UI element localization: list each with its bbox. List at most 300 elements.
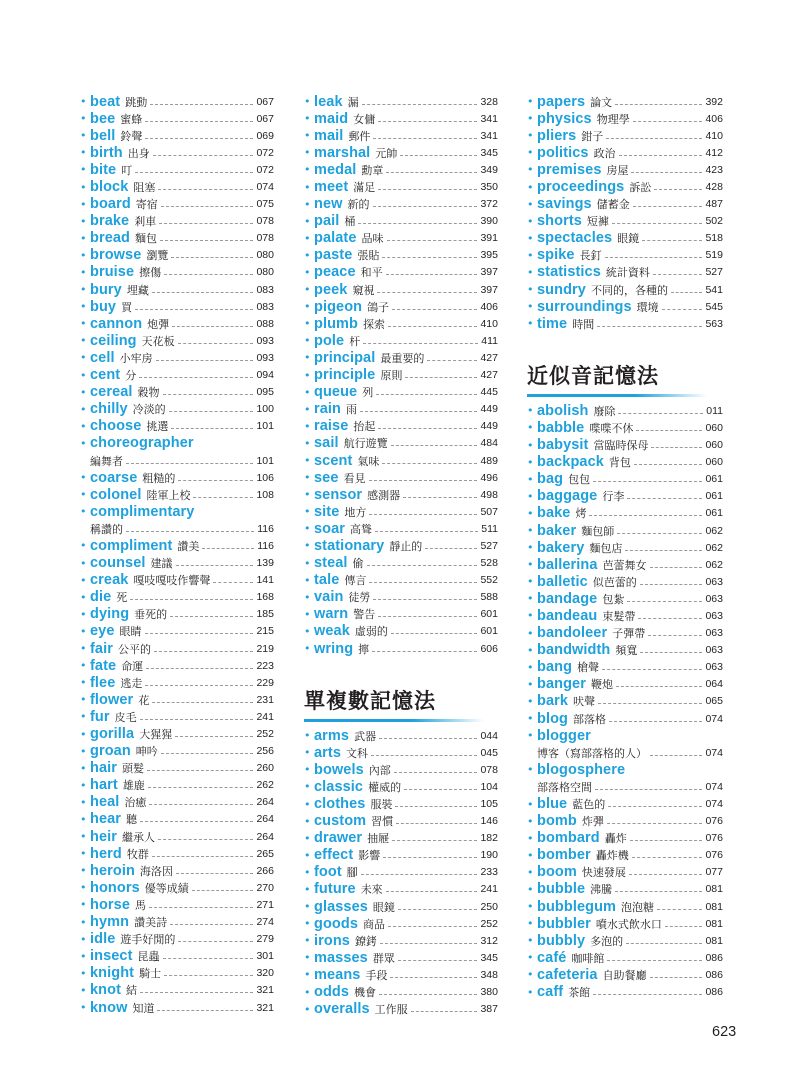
bullet-dot-icon: •: [80, 966, 87, 980]
entry-translation: 滿足: [353, 181, 376, 195]
entry-page: 511: [481, 522, 498, 535]
index-entry: [80, 418, 274, 435]
entry-page: 231: [256, 693, 274, 706]
index-entry: [80, 537, 274, 554]
index-entry: [304, 727, 498, 744]
entry-page: 391: [480, 232, 498, 245]
bullet-dot-icon: •: [527, 660, 534, 674]
dotted-leader: [607, 822, 703, 824]
entry-word: bandage: [537, 590, 598, 607]
entry-word: bread: [90, 230, 130, 247]
entry-word: palate: [314, 230, 357, 247]
entry-translation: 博客（寫部落格的人）: [537, 746, 647, 760]
entry-word: fate: [90, 657, 117, 674]
entry-translation: 喋喋不休: [589, 421, 634, 435]
dotted-leader: [653, 273, 703, 275]
entry-translation: 政治: [593, 146, 616, 160]
entry-word: see: [314, 469, 339, 486]
entry-word: birth: [90, 144, 123, 161]
entry-page: 065: [705, 695, 723, 708]
dotted-leader: [159, 222, 253, 224]
dotted-leader: [392, 308, 477, 310]
bullet-dot-icon: •: [80, 659, 87, 673]
entry-word: cereal: [90, 384, 133, 401]
entry-translation: 噴水式飲水口: [595, 917, 662, 931]
dotted-leader: [367, 564, 478, 566]
entry-page: 527: [705, 266, 723, 279]
bullet-dot-icon: •: [80, 231, 87, 245]
entry-word: warn: [314, 606, 349, 623]
entry-word: cent: [90, 367, 121, 384]
entry-translation: 抬起: [353, 420, 376, 434]
dotted-leader: [176, 564, 254, 566]
entry-translation: 茶館: [568, 986, 591, 1000]
heading-underline: [304, 719, 484, 722]
entry-translation: 皮毛: [114, 710, 137, 724]
entry-word: statistics: [537, 264, 601, 281]
entry-page: 075: [256, 198, 274, 211]
entry-word: counsel: [90, 555, 146, 572]
dotted-leader: [598, 702, 702, 704]
entry-translation: 女傭: [353, 112, 376, 126]
bullet-dot-icon: •: [80, 197, 87, 211]
entry-page: 141: [256, 574, 274, 587]
bullet-dot-icon: •: [80, 317, 87, 331]
index-entry: [527, 454, 723, 471]
index-entry: [304, 452, 498, 469]
entry-translation: 新的: [347, 198, 370, 212]
entry-translation: 和平: [360, 266, 383, 280]
index-entry: [527, 471, 723, 488]
index-entry: [527, 676, 723, 693]
entry-page: 406: [705, 112, 723, 125]
section-title: 近似音記憶法: [527, 364, 659, 389]
index-entry: [80, 555, 274, 572]
entry-word: baker: [537, 522, 577, 539]
index-entry: [527, 110, 723, 127]
bullet-dot-icon: •: [80, 642, 87, 656]
entry-translation: 麵包師: [581, 524, 615, 538]
entry-word: premises: [537, 161, 602, 178]
entry-page: 341: [480, 112, 498, 125]
entry-page: 410: [705, 129, 723, 142]
entry-page: 328: [480, 95, 498, 108]
entry-translation: 頭髮: [122, 762, 144, 776]
dotted-leader: [392, 839, 477, 841]
entry-page: 086: [705, 951, 723, 964]
entry-word: overalls: [314, 1001, 370, 1018]
entry-page: 080: [256, 249, 274, 262]
entry-page: 264: [256, 796, 274, 809]
bullet-dot-icon: •: [527, 968, 534, 982]
index-entry: [304, 847, 498, 864]
index-entry: [527, 864, 723, 881]
entry-word: classic: [314, 778, 364, 795]
entry-translation: 公平的: [117, 642, 151, 656]
entry-word: steal: [314, 555, 348, 572]
bullet-dot-icon: •: [304, 180, 311, 194]
entry-page: 093: [256, 351, 274, 364]
entry-word: arms: [314, 727, 350, 744]
dotted-leader: [378, 188, 477, 190]
index-entry: [304, 281, 498, 298]
entry-translation: 感測器: [367, 488, 401, 502]
bullet-dot-icon: •: [80, 744, 87, 758]
bullet-dot-icon: •: [527, 677, 534, 691]
index-entry: [304, 213, 498, 230]
entry-page: 345: [480, 146, 498, 159]
bullet-dot-icon: •: [304, 112, 311, 126]
entry-word: heal: [90, 794, 120, 811]
dotted-leader: [629, 873, 703, 875]
entry-page: 063: [705, 627, 723, 640]
index-entry: [80, 811, 274, 828]
bullet-dot-icon: •: [80, 351, 87, 365]
bullet-dot-icon: •: [304, 968, 311, 982]
dotted-leader: [175, 735, 253, 737]
entry-translation: 分: [125, 369, 137, 383]
bullet-dot-icon: •: [304, 882, 311, 896]
index-entry: [80, 230, 274, 247]
index-entry: [304, 606, 498, 623]
bullet-dot-icon: •: [80, 146, 87, 160]
entry-word: bubble: [537, 881, 586, 898]
bullet-dot-icon: •: [304, 900, 311, 914]
bullet-dot-icon: •: [80, 795, 87, 809]
entry-word: bomb: [537, 813, 577, 830]
dotted-leader: [391, 632, 478, 634]
entry-word: groan: [90, 743, 131, 760]
index-entry: [80, 657, 274, 674]
index-entry: [80, 332, 274, 349]
bullet-dot-icon: •: [304, 197, 311, 211]
dotted-leader: [633, 205, 703, 207]
entry-word: cell: [90, 349, 115, 366]
dotted-leader: [640, 651, 702, 653]
entry-translation: 冷淡的: [132, 403, 166, 417]
entry-page: 045: [480, 746, 498, 759]
index-entry: [304, 537, 498, 554]
entry-translation: 文科: [346, 746, 368, 760]
index-entry: [304, 401, 498, 418]
index-entry: [304, 469, 498, 486]
index-entry: [80, 948, 274, 965]
dotted-leader: [163, 957, 254, 959]
index-entry: [527, 607, 723, 624]
bullet-dot-icon: •: [527, 455, 534, 469]
entry-translation: 統計資料: [605, 266, 650, 280]
index-entry: [527, 144, 723, 161]
bullet-dot-icon: •: [527, 831, 534, 845]
index-entry: [527, 693, 723, 710]
entry-page: 252: [480, 917, 498, 930]
dotted-leader: [153, 154, 254, 156]
entry-page: 062: [705, 524, 723, 537]
index-entry: [304, 298, 498, 315]
entry-word: soar: [314, 520, 346, 537]
bullet-dot-icon: •: [304, 334, 311, 348]
bullet-dot-icon: •: [527, 95, 534, 109]
entry-translation: 叮: [121, 163, 133, 177]
index-entry: [527, 247, 723, 264]
bullet-dot-icon: •: [304, 488, 311, 502]
dotted-leader: [145, 632, 254, 634]
index-entry: [527, 761, 723, 795]
index-entry: [304, 144, 498, 161]
entry-word: boom: [537, 864, 577, 881]
bullet-dot-icon: •: [527, 592, 534, 606]
index-entry: [527, 813, 723, 830]
section-heading: [304, 667, 498, 727]
index-entry: [80, 828, 274, 845]
bullet-dot-icon: •: [527, 300, 534, 314]
entry-translation: 繼承人: [122, 830, 155, 844]
index-entry: [80, 674, 274, 691]
entry-page: 348: [480, 968, 498, 981]
index-entry: [304, 367, 498, 384]
index-entry: [80, 298, 274, 315]
dotted-leader: [178, 342, 254, 344]
entry-translation: 擰: [358, 642, 370, 656]
entry-word: bee: [90, 110, 116, 127]
entry-page: 264: [256, 813, 274, 826]
index-entry: [527, 178, 723, 195]
entry-word: hair: [90, 760, 117, 777]
bullet-dot-icon: •: [304, 436, 311, 450]
entry-page: 349: [480, 163, 498, 176]
dotted-leader: [388, 325, 477, 327]
entry-word: bandoleer: [537, 625, 608, 642]
entry-word: heir: [90, 828, 117, 845]
entry-page: 449: [480, 420, 498, 433]
entry-translation: 短褲: [586, 215, 609, 229]
entry-page: 063: [705, 661, 723, 674]
bullet-dot-icon: •: [304, 573, 311, 587]
index-entry: [527, 161, 723, 178]
bullet-dot-icon: •: [80, 1001, 87, 1015]
index-entry: [80, 777, 274, 794]
dotted-leader: [607, 959, 702, 961]
entry-translation: 多泡的: [590, 934, 624, 948]
entry-word: custom: [314, 813, 367, 830]
bullet-dot-icon: •: [527, 163, 534, 177]
bullet-dot-icon: •: [304, 917, 311, 931]
entry-page: 266: [256, 864, 274, 877]
entry-page: 241: [256, 710, 274, 723]
index-entry: [527, 881, 723, 898]
index-entry: [304, 898, 498, 915]
entry-page: 078: [480, 763, 498, 776]
entry-page: 185: [256, 608, 274, 621]
index-entry: [527, 727, 723, 761]
dotted-leader: [391, 444, 478, 446]
entry-word: goods: [314, 915, 358, 932]
index-entry: [304, 384, 498, 401]
dotted-leader: [360, 410, 477, 412]
entry-word: horse: [90, 896, 130, 913]
bullet-dot-icon: •: [80, 488, 87, 502]
index-entry: [527, 830, 723, 847]
entry-page: 105: [480, 798, 498, 811]
dotted-leader: [171, 427, 253, 429]
bullet-dot-icon: •: [527, 558, 534, 572]
dotted-leader: [373, 598, 477, 600]
entry-word: knot: [90, 982, 122, 999]
entry-translation: 花: [138, 693, 150, 707]
index-column-1: [80, 93, 274, 1016]
index-entry: [527, 93, 723, 110]
dotted-leader: [369, 513, 477, 515]
bullet-dot-icon: •: [80, 95, 87, 109]
index-entry: [80, 725, 274, 742]
index-entry: [80, 127, 274, 144]
entry-page: 397: [480, 266, 498, 279]
entry-page: 563: [705, 317, 723, 330]
dotted-leader: [671, 291, 703, 293]
bullet-dot-icon: •: [304, 642, 311, 656]
entry-translation: 寄宿: [135, 198, 158, 212]
entry-page: 487: [705, 198, 723, 211]
bullet-dot-icon: •: [527, 985, 534, 999]
entry-page: 064: [705, 678, 723, 691]
bullet-dot-icon: •: [80, 915, 87, 929]
dotted-leader: [630, 839, 703, 841]
bullet-dot-icon: •: [304, 265, 311, 279]
bullet-dot-icon: •: [80, 693, 87, 707]
index-entry: [304, 623, 498, 640]
index-entry: [527, 196, 723, 213]
dotted-leader: [130, 598, 253, 600]
entry-page: 060: [705, 456, 723, 469]
bullet-dot-icon: •: [527, 112, 534, 126]
entry-page: 100: [256, 403, 274, 416]
index-entry: [80, 196, 274, 213]
dotted-leader: [627, 497, 702, 499]
entry-page: 108: [256, 488, 274, 501]
entry-translation: 工作服: [374, 1003, 408, 1017]
bullet-dot-icon: •: [304, 95, 311, 109]
bullet-dot-icon: •: [80, 812, 87, 826]
dotted-leader: [386, 171, 477, 173]
bullet-dot-icon: •: [527, 917, 534, 931]
bullet-dot-icon: •: [527, 265, 534, 279]
bullet-dot-icon: •: [80, 898, 87, 912]
bullet-dot-icon: •: [80, 112, 87, 126]
dotted-leader: [377, 291, 477, 293]
entry-page: 116: [257, 539, 274, 552]
bullet-dot-icon: •: [527, 317, 534, 331]
bullet-dot-icon: •: [527, 712, 534, 726]
entry-translation: 看見: [343, 471, 366, 485]
entry-page: 072: [256, 146, 274, 159]
bullet-dot-icon: •: [527, 643, 534, 657]
index-entry: [80, 213, 274, 230]
dotted-leader: [403, 496, 477, 498]
entry-translation: 麵包: [135, 232, 157, 246]
bullet-dot-icon: •: [304, 471, 311, 485]
entry-translation: 權威的: [368, 780, 402, 794]
dotted-leader: [631, 171, 702, 173]
dotted-leader: [612, 222, 703, 224]
index-entry: [304, 966, 498, 983]
entry-page: 061: [705, 473, 723, 486]
entry-page: 116: [257, 522, 274, 535]
entry-translation: 鴿子: [367, 300, 390, 314]
index-entry: [304, 503, 498, 520]
entry-word: café: [537, 949, 567, 966]
entry-word: shorts: [537, 213, 582, 230]
entry-translation: 聽: [126, 813, 138, 827]
bullet-dot-icon: •: [80, 607, 87, 621]
entry-word: flee: [90, 674, 116, 691]
entry-word: bake: [537, 505, 571, 522]
bullet-dot-icon: •: [80, 300, 87, 314]
index-entry: [527, 710, 723, 727]
entry-word: blogosphere: [537, 761, 626, 778]
entry-translation: 擦傷: [139, 266, 162, 280]
bullet-dot-icon: •: [527, 729, 534, 743]
dotted-leader: [382, 256, 477, 258]
entry-page: 395: [480, 249, 498, 262]
bullet-dot-icon: •: [304, 607, 311, 621]
entry-page: 081: [705, 917, 723, 930]
entry-word: flower: [90, 691, 134, 708]
entry-page: 233: [480, 866, 498, 879]
entry-word: balletic: [537, 573, 588, 590]
dotted-leader: [160, 239, 253, 241]
entry-word: choose: [90, 418, 142, 435]
entry-translation: 眼鏡: [617, 232, 640, 246]
bullet-dot-icon: •: [527, 541, 534, 555]
entry-translation: 房屋: [606, 163, 629, 177]
index-column-3: [527, 93, 723, 1001]
entry-word: physics: [537, 110, 592, 127]
index-entry: [304, 744, 498, 761]
entry-word: banger: [537, 676, 586, 693]
dotted-leader: [405, 376, 477, 378]
index-entry: [527, 230, 723, 247]
entry-translation: 靜止的: [389, 539, 423, 553]
entry-translation: 包包: [568, 473, 591, 487]
entry-page: 321: [256, 1001, 274, 1014]
bullet-dot-icon: •: [80, 334, 87, 348]
entry-translation: 埋藏: [126, 283, 149, 297]
entry-page: 496: [480, 471, 498, 484]
entry-translation: 芭蕾舞女: [602, 558, 647, 572]
entry-translation: 咖啡館: [571, 951, 605, 965]
dotted-leader: [396, 822, 477, 824]
entry-word: bowels: [314, 761, 364, 778]
dotted-leader: [595, 788, 702, 790]
entry-translation: 品味: [361, 232, 384, 246]
entry-word: coarse: [90, 469, 138, 486]
entry-page: 076: [705, 815, 723, 828]
index-entry: [304, 949, 498, 966]
entry-translation: 蜜蜂: [120, 112, 143, 126]
dotted-leader: [648, 634, 702, 636]
dotted-leader: [372, 650, 477, 652]
entry-page: 077: [705, 866, 723, 879]
entry-page: 060: [705, 439, 723, 452]
entry-translation: 服裝: [370, 798, 393, 812]
entry-word: bandwidth: [537, 642, 611, 659]
entry-word: bakery: [537, 539, 585, 556]
dotted-leader: [640, 583, 703, 585]
entry-word: queue: [314, 384, 358, 401]
entry-word: bomber: [537, 847, 591, 864]
entry-word: sundry: [537, 281, 586, 298]
entry-word: bang: [537, 659, 573, 676]
